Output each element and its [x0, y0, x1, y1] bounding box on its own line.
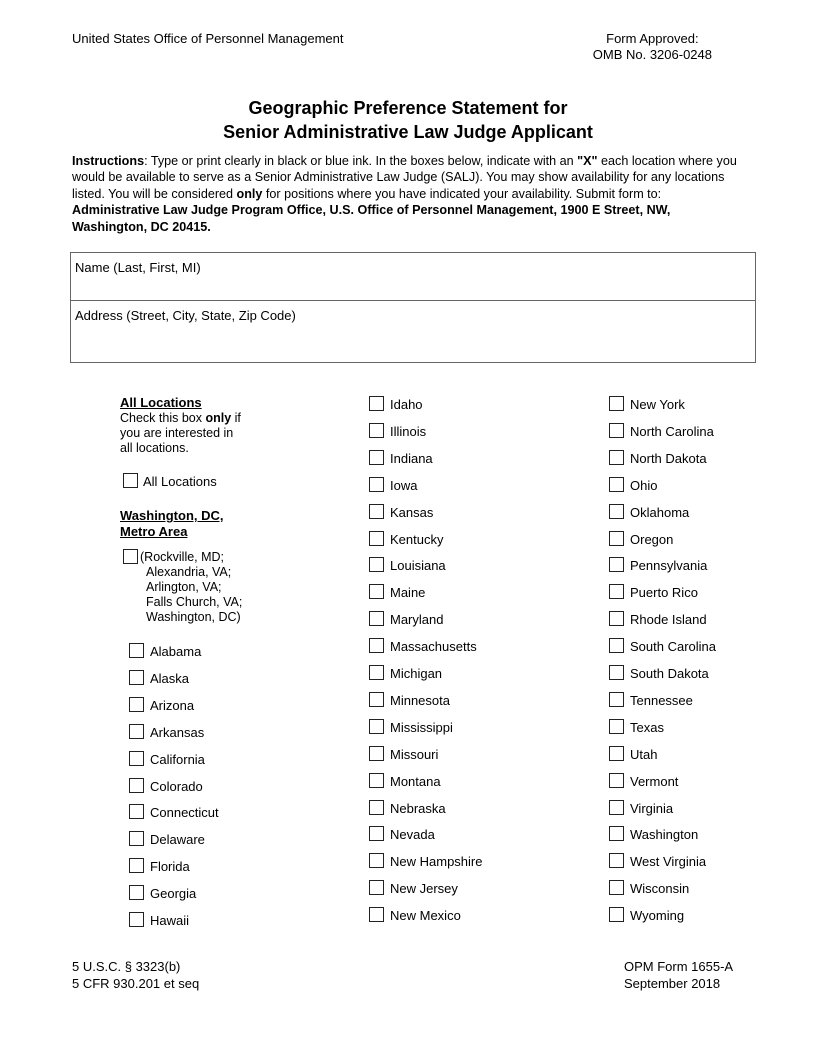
checkbox-iowa[interactable] [369, 477, 384, 492]
state-label-west-virginia: West Virginia [630, 854, 707, 870]
state-label-arkansas: Arkansas [150, 724, 205, 740]
all-locations-info [120, 395, 270, 456]
instructions-x-mark: "X" [577, 154, 598, 168]
all-locations-desc-2: if [231, 411, 241, 425]
checkbox-new-mexico[interactable] [369, 907, 384, 922]
state-label-tennessee: Tennessee [630, 692, 693, 708]
usc-citation: 5 U.S.C. § 3323(b) [72, 959, 181, 974]
checkbox-colorado[interactable] [129, 778, 144, 793]
checkbox-virginia[interactable] [609, 800, 624, 815]
checkbox-pennsylvania[interactable] [609, 557, 624, 572]
agency-name: United States Office of Personnel Management [72, 31, 344, 46]
state-label-nevada: Nevada [390, 827, 435, 843]
name-field[interactable] [71, 253, 755, 301]
checkbox-north-carolina[interactable] [609, 423, 624, 438]
applicant-info-box [70, 252, 756, 363]
state-label-mississippi: Mississippi [390, 719, 453, 735]
state-label-idaho: Idaho [390, 397, 423, 412]
form-info [624, 958, 733, 992]
checkbox-ohio[interactable] [609, 477, 624, 492]
checkbox-missouri[interactable] [369, 746, 384, 761]
state-label-nebraska: Nebraska [390, 800, 446, 816]
instructions [72, 153, 742, 235]
checkbox-puerto-rico[interactable] [609, 584, 624, 599]
checkbox-oregon[interactable] [609, 531, 624, 546]
checkbox-massachusetts[interactable] [369, 638, 384, 653]
state-label-illinois: Illinois [390, 423, 427, 439]
submission-address: Administrative Law Judge Program Office, U.S. Office of Personnel Management, 1900 E Street, NW, Washington, DC 20415. [72, 203, 671, 234]
form-number: OPM Form 1655-A [624, 959, 734, 974]
state-label-south-carolina: South Carolina [630, 639, 716, 655]
checkbox-texas[interactable] [609, 719, 624, 734]
state-label-maine: Maine [390, 585, 426, 601]
checkbox-georgia[interactable] [129, 885, 144, 900]
state-label-new-jersey: New Jersey [390, 881, 458, 897]
dc-metro-line-1: (Rockville, MD; [140, 550, 225, 564]
checkbox-new-york[interactable] [609, 396, 624, 411]
dc-metro-line-3: Arlington, VA; [146, 580, 222, 594]
state-label-indiana: Indiana [390, 450, 433, 466]
checkbox-hawaii[interactable] [129, 912, 144, 927]
state-label-texas: Texas [630, 719, 664, 735]
checkbox-tennessee[interactable] [609, 692, 624, 707]
state-label-california: California [150, 751, 205, 767]
dc-metro-line-2: Alexandria, VA; [146, 565, 232, 579]
checkbox-south-carolina[interactable] [609, 638, 624, 653]
title-line-2: Senior Administrative Law Judge Applicant [223, 122, 593, 142]
checkbox-north-dakota[interactable] [609, 450, 624, 465]
state-label-georgia: Georgia [150, 886, 197, 902]
checkbox-michigan[interactable] [369, 665, 384, 680]
checkbox-nevada[interactable] [369, 826, 384, 841]
checkbox-oklahoma[interactable] [609, 504, 624, 519]
checkbox-rhode-island[interactable] [609, 611, 624, 626]
state-label-maryland: Maryland [390, 612, 444, 628]
checkbox-washington[interactable] [609, 826, 624, 841]
checkbox-utah[interactable] [609, 746, 624, 761]
checkbox-wyoming[interactable] [609, 907, 624, 922]
checkbox-maryland[interactable] [369, 611, 384, 626]
state-label-louisiana: Louisiana [390, 558, 446, 574]
checkbox-dc-metro[interactable] [123, 549, 138, 564]
checkbox-alabama[interactable] [129, 643, 144, 658]
address-field-label: Address (Street, City, State, Zip Code) [75, 308, 296, 323]
checkbox-connecticut[interactable] [129, 804, 144, 819]
page-title [0, 96, 816, 144]
checkbox-vermont[interactable] [609, 773, 624, 788]
state-label-new-hampshire: New Hampshire [390, 854, 483, 870]
instructions-only: only [236, 186, 263, 201]
checkbox-wisconsin[interactable] [609, 880, 624, 895]
form-date: September 2018 [624, 976, 721, 991]
state-label-south-dakota: South Dakota [630, 666, 709, 681]
checkbox-montana[interactable] [369, 773, 384, 788]
form-approval-block [593, 31, 712, 63]
state-label-new-mexico: New Mexico [390, 908, 461, 924]
checkbox-maine[interactable] [369, 584, 384, 599]
all-locations-desc-only: only [205, 411, 232, 425]
checkbox-illinois[interactable] [369, 423, 384, 438]
state-label-alaska: Alaska [150, 670, 190, 686]
all-locations-desc [120, 411, 270, 426]
state-label-wisconsin: Wisconsin [630, 881, 690, 897]
state-label-oregon: Oregon [630, 531, 674, 547]
all-locations-checkbox-label: All Locations [143, 474, 217, 489]
title-line-1: Geographic Preference Statement for [248, 98, 568, 118]
state-label-utah: Utah [630, 746, 658, 762]
instructions-text-2: each location where you would be available to serve as a Senior Administrative Law Judge (SALJ). You may show availability for any locations listed. You will be considered [72, 154, 737, 201]
state-label-arizona: Arizona [150, 697, 195, 713]
state-label-north-dakota: North Dakota [630, 450, 707, 466]
state-label-missouri: Missouri [390, 746, 439, 762]
dc-metro-heading [120, 508, 224, 540]
state-label-colorado: Colorado [150, 778, 203, 794]
instructions-text-1: : Type or print clearly in black or blue ink. In the boxes below, indicate with an [144, 154, 578, 168]
all-locations-desc-1: Check this box [120, 411, 206, 425]
state-label-new-york: New York [630, 397, 685, 412]
state-label-oklahoma: Oklahoma [630, 504, 690, 520]
checkbox-arkansas[interactable] [129, 724, 144, 739]
state-label-north-carolina: North Carolina [630, 423, 714, 439]
state-label-virginia: Virginia [630, 800, 674, 816]
dc-metro-heading-2: Metro Area [120, 524, 188, 539]
state-label-kentucky: Kentucky [390, 531, 444, 547]
dc-metro-line-5: Washington, DC) [146, 610, 241, 624]
state-label-rhode-island: Rhode Island [630, 612, 707, 628]
dc-metro-cities [140, 550, 242, 625]
state-label-montana: Montana [390, 773, 441, 789]
dc-metro-heading-1: Washington, DC, [120, 508, 224, 523]
checkbox-louisiana[interactable] [369, 557, 384, 572]
checkbox-kentucky[interactable] [369, 531, 384, 546]
omb-number: OMB No. 3206-0248 [592, 47, 712, 62]
form-approved-label: Form Approved: [606, 31, 699, 46]
state-label-kansas: Kansas [390, 504, 434, 520]
state-label-connecticut: Connecticut [150, 805, 219, 821]
address-field[interactable] [71, 301, 755, 330]
state-label-washington: Washington [630, 827, 699, 843]
checkbox-nebraska[interactable] [369, 800, 384, 815]
checkbox-kansas[interactable] [369, 504, 384, 519]
state-label-michigan: Michigan [390, 666, 443, 681]
checkbox-arizona[interactable] [129, 697, 144, 712]
state-label-iowa: Iowa [390, 477, 418, 493]
checkbox-alaska[interactable] [129, 670, 144, 685]
all-locations-desc-3: you are interested in [120, 426, 234, 440]
state-label-puerto-rico: Puerto Rico [630, 585, 698, 601]
state-label-hawaii: Hawaii [150, 913, 190, 928]
state-label-ohio: Ohio [630, 477, 658, 493]
all-locations-desc-4: all locations. [120, 441, 189, 455]
all-locations-heading: All Locations [120, 395, 202, 410]
name-field-label: Name (Last, First, MI) [75, 260, 201, 275]
checkbox-new-jersey[interactable] [369, 880, 384, 895]
instructions-text-3: for positions where you have indicated your availability. Submit form to: [262, 186, 662, 201]
state-label-pennsylvania: Pennsylvania [630, 558, 708, 574]
legal-citations [72, 958, 199, 992]
checkbox-new-hampshire[interactable] [369, 853, 384, 868]
state-label-florida: Florida [150, 859, 190, 875]
state-label-wyoming: Wyoming [630, 908, 685, 924]
state-label-alabama: Alabama [150, 644, 202, 659]
state-label-massachusetts: Massachusetts [390, 639, 477, 655]
instructions-label: Instructions [72, 154, 145, 168]
checkbox-florida[interactable] [129, 858, 144, 873]
checkbox-mississippi[interactable] [369, 719, 384, 734]
checkbox-delaware[interactable] [129, 831, 144, 846]
checkbox-indiana[interactable] [369, 450, 384, 465]
state-label-vermont: Vermont [630, 773, 679, 789]
checkbox-idaho[interactable] [369, 396, 384, 411]
checkbox-west-virginia[interactable] [609, 853, 624, 868]
dc-metro-line-4: Falls Church, VA; [146, 595, 243, 609]
state-label-minnesota: Minnesota [390, 692, 450, 708]
checkbox-california[interactable] [129, 751, 144, 766]
checkbox-minnesota[interactable] [369, 692, 384, 707]
state-label-delaware: Delaware [150, 832, 205, 848]
checkbox-south-dakota[interactable] [609, 665, 624, 680]
checkbox-all-locations[interactable] [123, 473, 138, 488]
cfr-citation: 5 CFR 930.201 et seq [72, 976, 200, 991]
